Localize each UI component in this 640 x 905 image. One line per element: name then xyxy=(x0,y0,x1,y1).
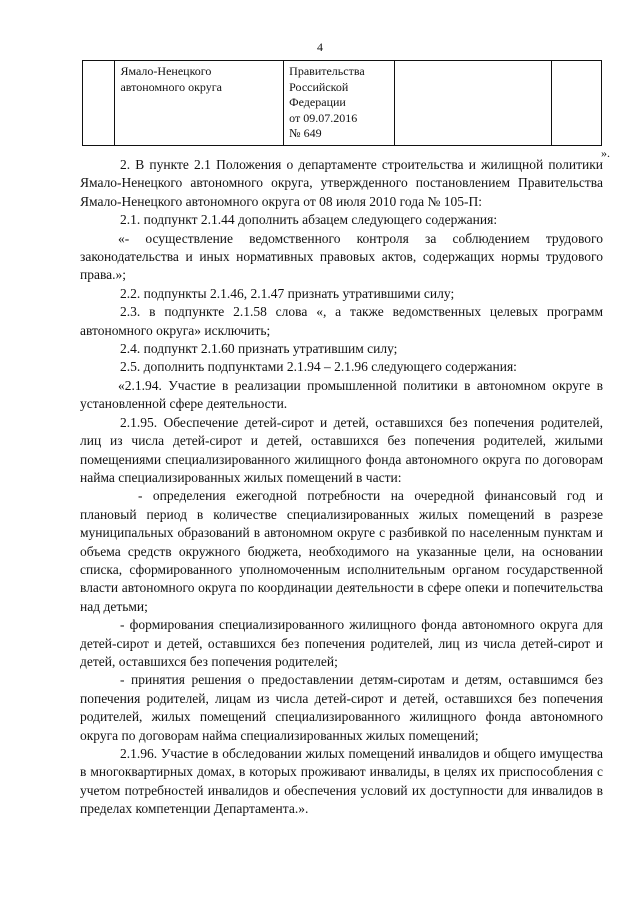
paragraph: 2.1.96. Участие в обследовании жилых помещений инвалидов и общего имущества в многоквартирных домах, в которых проживают инвалиды, в целях их приспособления с учетом потребностей инвалидов и обеспечения условий их доступности для инвалидов в пределах компетенции Департамента.». xyxy=(80,746,603,817)
paragraph: - формирования специализированного жилищного фонда автономного округа для детей-сирот и детей, оставшихся без попечения родителей, лиц из числа детей-сирот и детей, оставшихся без попечения родителей; xyxy=(80,617,603,669)
table-cell-document xyxy=(284,61,394,146)
entity-line: автономного округа xyxy=(120,79,222,94)
paragraph: 2.1. подпункт 2.1.44 дополнить абзацем следующего содержания: xyxy=(120,212,498,228)
paragraph: - определения ежегодной потребности на очередной финансовый год и плановый период в количестве специализированных жилых помещений в разрезе муниципальных образований в автономном округе с разбивкой по населенным пунктам и объема средств окружного бюджета, необходимого на указанные цели, на основании списка, сформированного уполномоченным исполнительным органом государственной власти автономного округа по координации деятельности в сфере опеки и попечительства над детьми; xyxy=(80,488,603,614)
document-line: № 649 xyxy=(289,126,322,140)
table-cell-empty xyxy=(551,61,601,146)
document-line: Российской xyxy=(289,79,349,94)
paragraph: 2.2. подпункты 2.1.46, 2.1.47 признать утратившими силу; xyxy=(120,285,455,301)
document-line: от 09.07.2016 xyxy=(289,110,358,125)
paragraph: 2.4. подпункт 2.1.60 признать утратившим силу; xyxy=(120,341,398,357)
table-cell-entity xyxy=(115,61,284,146)
paragraph: «2.1.94. Участие в реализации промышленной политики в автономном округе в установленной сфере деятельности. xyxy=(80,377,603,412)
document-line: Федерации xyxy=(289,95,346,109)
document-line: Правительства xyxy=(289,64,365,78)
paragraph: 2.1.95. Обеспечение детей-сирот и детей, оставшихся без попечения родителей, лиц из числа детей-сирот и детей, оставшихся без попечения родителей, жилыми помещениями специализированного жилищного фонда автономного округа по договорам найма специализированных жилых помещений в части: xyxy=(80,414,603,485)
paragraph: 2. В пункте 2.1 Положения о департаменте строительства и жилищной политики Ямало-Ненецкого автономного округа, утвержденного постановлением Правительства Ямало-Ненецкого автономного округа от 08 июля 2010 года № 105-П: xyxy=(80,157,603,209)
table-row xyxy=(83,61,602,146)
page-number: 4 xyxy=(317,40,323,54)
closing-quote: ». xyxy=(601,146,610,160)
paragraph: «- осуществление ведомственного контроля за соблюдением трудового законодательства и иных нормативных правовых актов, содержащих нормы трудового права.»; xyxy=(80,230,603,283)
document-body xyxy=(80,150,603,819)
table-cell-number xyxy=(83,61,115,146)
paragraph: - принятия решения о предоставлении детям-сиротам и детям, оставшимся без попечения родителей, лицам из числа детей-сирот и детей, оставшихся без попечения родителей, жилых помещений специализированного жилищного фонда автономного округа по договорам найма специализированных жилых помещений; xyxy=(80,672,603,743)
continuation-table xyxy=(82,60,602,146)
entity-line: Ямало-Ненецкого xyxy=(120,64,212,78)
table-cell-empty xyxy=(394,61,551,146)
paragraph: 2.5. дополнить подпунктами 2.1.94 – 2.1.96 следующего содержания: xyxy=(120,359,517,375)
paragraph: 2.3. в подпункте 2.1.58 слова «, а также ведомственных целевых программ автономного округа» исключить; xyxy=(80,304,603,338)
